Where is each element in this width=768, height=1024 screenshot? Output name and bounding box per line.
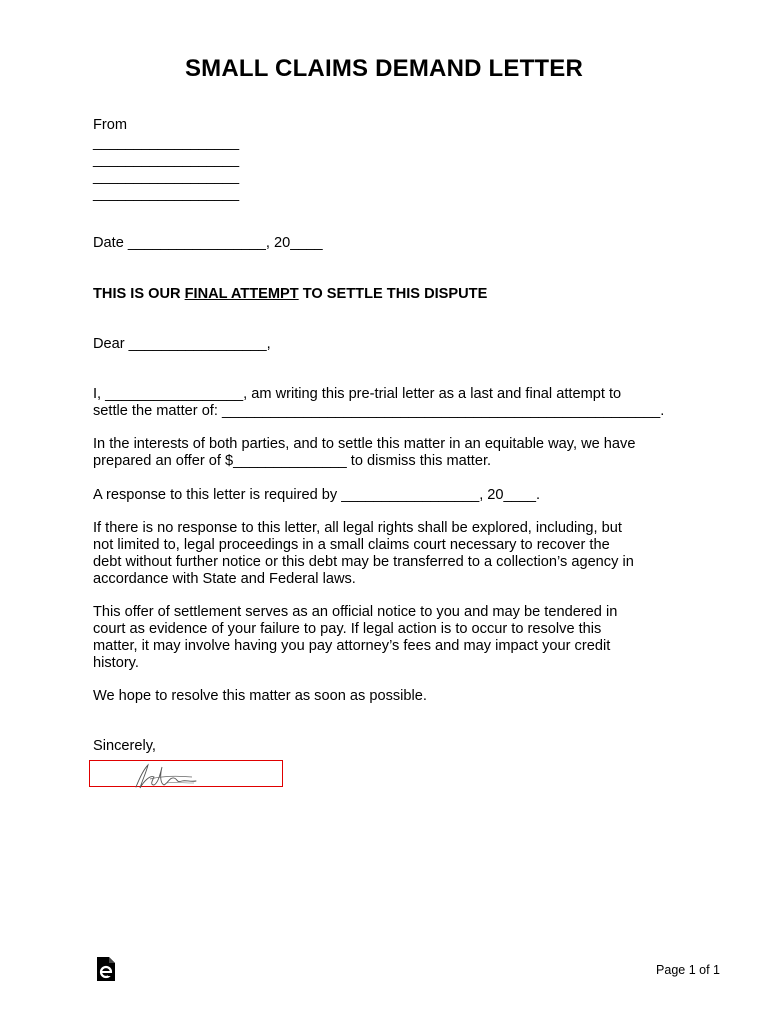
closing-sincerely: Sincerely, xyxy=(93,738,156,754)
signature-field[interactable] xyxy=(89,760,283,787)
paragraph-official-notice: This offer of settlement serves as an official notice to you and may be tendered in court as evidence of your failure to pay. If legal action is to occur to resolve this matter, it may involve having you pay attorney’s fees and may impact your credit history. xyxy=(93,604,618,671)
handwritten-signature xyxy=(130,761,210,791)
from-label: From xyxy=(93,117,128,133)
from-line-3: __________________ xyxy=(93,169,240,185)
from-line-2: __________________ xyxy=(93,152,240,168)
paragraph-intro: I, _________________, am writing this pre-trial letter as a last and final attempt to settle the matter of: ______________________________________________________. xyxy=(93,386,665,419)
salutation: Dear _________________, xyxy=(93,336,271,352)
date-line: Date _________________, 20____ xyxy=(93,235,323,251)
heading-post: TO SETTLE THIS DISPUTE xyxy=(298,286,488,302)
paragraph-response-deadline: A response to this letter is required by _________________, 20____. xyxy=(93,487,541,503)
heading-pre: THIS IS OUR xyxy=(93,286,185,302)
dispute-heading xyxy=(93,286,487,303)
document-title: SMALL CLAIMS DEMAND LETTER xyxy=(184,55,584,82)
from-line-4: __________________ xyxy=(93,186,240,202)
eforms-logo-icon xyxy=(96,956,116,987)
from-line-1: __________________ xyxy=(93,135,240,151)
paragraph-closing-remark: We hope to resolve this matter as soon as possible. xyxy=(93,688,427,704)
heading-final-attempt: FINAL ATTEMPT xyxy=(184,286,299,302)
page-number: Page 1 of 1 xyxy=(656,963,720,977)
paragraph-offer: In the interests of both parties, and to settle this matter in an equitable way, we have prepared an offer of $______________ to dismiss this matter. xyxy=(93,436,636,469)
paragraph-legal-rights: If there is no response to this letter, all legal rights shall be explored, including, but not limited to, legal proceedings in a small claims court necessary to recover the debt without further notice or this debt may be transferred to a collection’s agency in accordance with State and Federal laws. xyxy=(93,520,634,587)
